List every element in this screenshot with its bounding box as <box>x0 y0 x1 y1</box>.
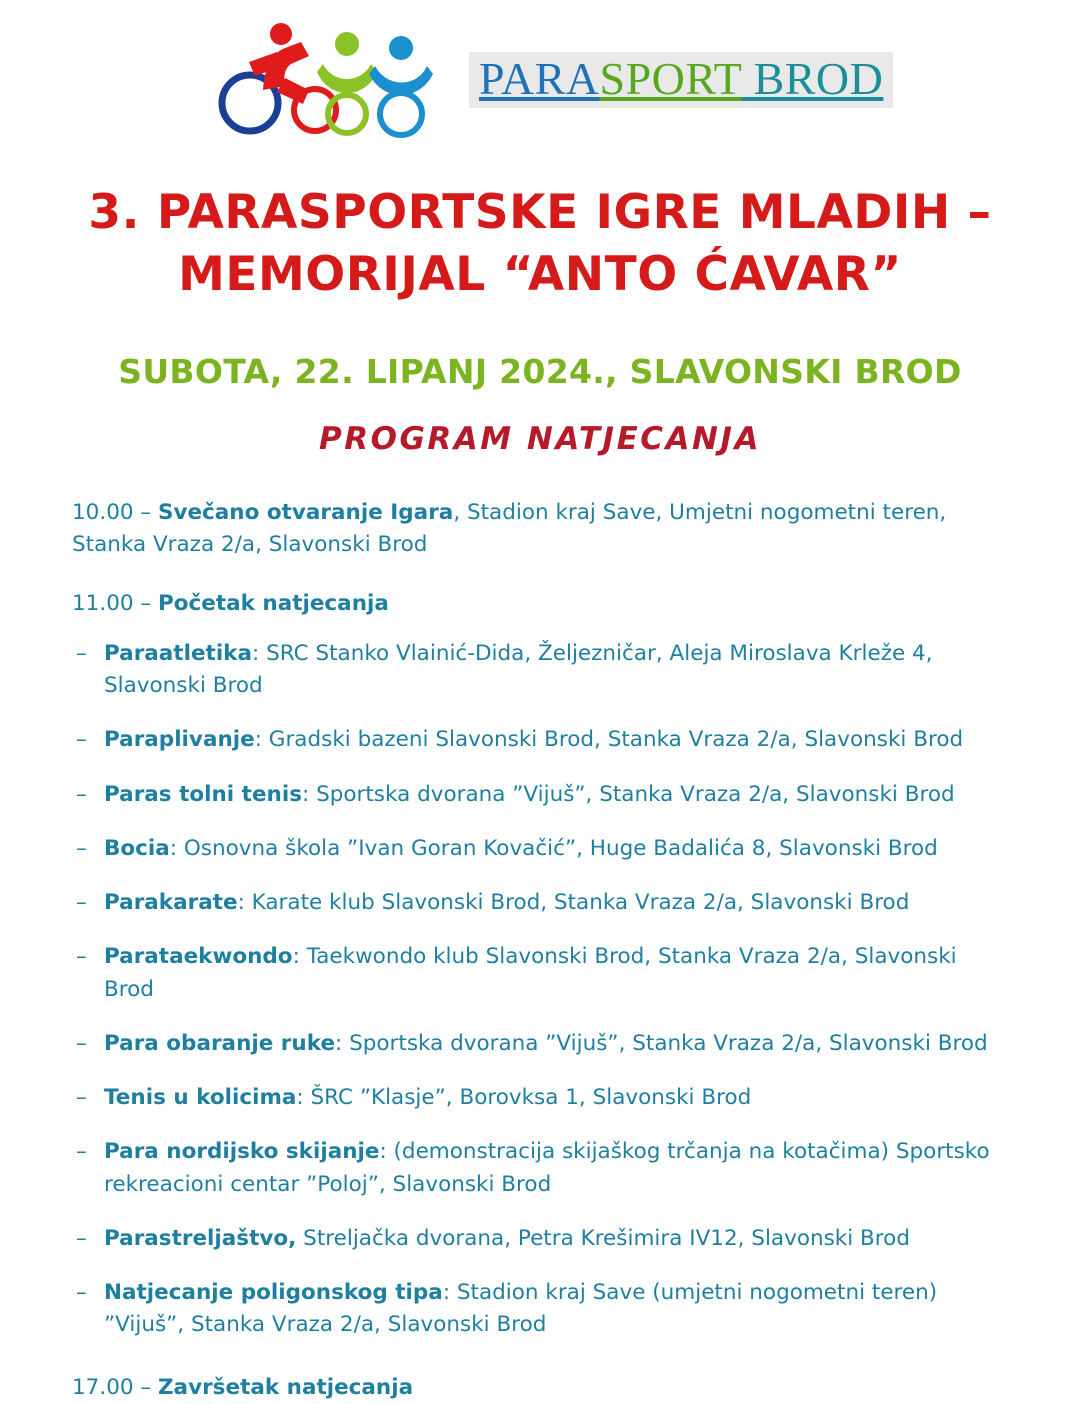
list-dash: – <box>76 781 87 807</box>
opening-entry <box>72 497 1008 562</box>
event-list <box>72 638 1008 1342</box>
list-item <box>72 779 1008 811</box>
list-dash: – <box>76 1225 87 1251</box>
page-title-line2: MEMORIJAL “ANTO ĆAVAR” <box>178 247 902 303</box>
opening-time: 10.00 – <box>72 500 158 526</box>
list-item-text: Bocia: Osnovna škola ”Ivan Goran Kovačić”, Huge Badalića 8, Slavonski Brod <box>104 835 938 861</box>
list-dash: – <box>76 1139 87 1165</box>
closing-entry <box>72 1372 1008 1404</box>
list-item-text: Natjecanje poligonskog tipa: Stadion kraj Save (umjetni nogometni teren) ”Vijuš”, Stanka Vraza 2/a, Slavonski Brod <box>104 1280 938 1338</box>
closing-time: 17.00 – <box>72 1374 158 1400</box>
list-item-text: Parastreljaštvo, Streljačka dvorana, Petra Krešimira IV12, Slavonski Brod <box>104 1225 910 1251</box>
page-title-line1: 3. PARASPORTSKE IGRE MLADIH – <box>88 185 992 240</box>
list-item <box>72 1277 1008 1342</box>
closing-title: Završetak natjecanja <box>157 1374 414 1400</box>
list-item <box>72 1082 1008 1114</box>
brand-part-sport: SPORT <box>599 53 742 104</box>
list-item-text: Paras tolni tenis: Sportska dvorana ”Vijuš”, Stanka Vraza 2/a, Slavonski Brod <box>104 781 955 807</box>
list-dash: – <box>76 1085 87 1111</box>
list-dash: – <box>76 890 87 916</box>
list-item-text: Paraplivanje: Gradski bazeni Slavonski Brod, Stanka Vraza 2/a, Slavonski Brod <box>104 727 964 753</box>
list-item <box>72 887 1008 919</box>
list-item-text: Parataekwondo: Taekwondo klub Slavonski Brod, Stanka Vraza 2/a, Slavonski Brod <box>104 944 957 1002</box>
list-item-text: Parakarate: Karate klub Slavonski Brod, Stanka Vraza 2/a, Slavonski Brod <box>104 890 910 916</box>
list-item <box>72 1028 1008 1060</box>
brand-part-para: PARA <box>479 53 600 104</box>
opening-detail: , Stadion kraj Save, Umjetni nogometni teren, Stanka Vraza 2/a, Slavonski Brod <box>72 500 947 558</box>
list-item <box>72 1136 1008 1201</box>
list-dash: – <box>76 1280 87 1306</box>
list-item <box>72 638 1008 703</box>
list-item <box>72 833 1008 865</box>
list-item <box>72 724 1008 756</box>
list-dash: – <box>76 944 87 970</box>
event-date-place: SUBOTA, 22. LIPANJ 2024., SLAVONSKI BROD <box>118 352 962 392</box>
list-item <box>72 941 1008 1006</box>
list-item <box>72 1223 1008 1255</box>
program-body <box>0 497 1080 1404</box>
brand-part-brod: BROD <box>741 53 884 104</box>
document-header <box>0 0 1080 138</box>
list-item-text: Para nordijsko skijanje: (demonstracija skijaškog trčanja na kotačima) Sportsko rekreacioni centar ”Poloj”, Slavonski Brod <box>104 1139 990 1197</box>
brand-title <box>469 52 893 108</box>
page-title <box>0 182 1080 306</box>
list-dash: – <box>76 727 87 753</box>
opening-title: Svečano otvaranje Igara <box>157 500 454 526</box>
list-item-text: Para obaranje ruke: Sportska dvorana ”Vijuš”, Stanka Vraza 2/a, Slavonski Brod <box>104 1030 988 1056</box>
list-dash: – <box>76 1030 87 1056</box>
parasport-logo-icon <box>205 18 435 138</box>
list-item-text: Tenis u kolicima: ŠRC ”Klasje”, Borovksa 1, Slavonski Brod <box>104 1085 752 1111</box>
list-dash: – <box>76 640 87 666</box>
start-time: 11.00 – <box>72 590 158 616</box>
start-title: Početak natjecanja <box>157 590 389 616</box>
list-item-text: Paraatletika: SRC Stanko Vlainić-Dida, Željezničar, Aleja Miroslava Krleže 4, Slavonski Brod <box>104 640 933 699</box>
program-heading: PROGRAM NATJECANJA <box>319 421 761 458</box>
list-dash: – <box>76 835 87 861</box>
start-entry <box>72 588 1008 620</box>
